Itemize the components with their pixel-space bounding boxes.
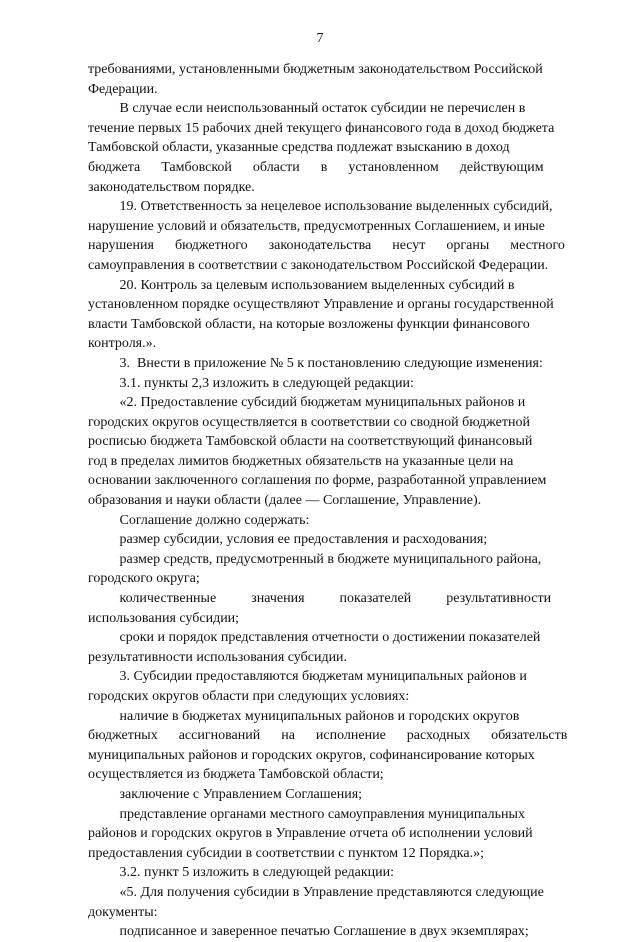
page-number: 7 [316, 31, 324, 46]
document-body-text: требованиями, установленными бюджетным законодательством Российской Федерации. В случае если неиспользованный остаток субсидии не перечислен в течение первых 15 рабочих дней текущего финансового года в доход бюджета Тамбовской области, указанные средства подлежат взысканию в доход бюджета Тамбовской области в установленном действующим законодательством порядке. 19. Ответственность за нецелевое использование выделенных субсидий, нарушение условий и обязательств, предусмотренных Соглашением, и иные нарушения бюджетного законодательства несут органы местного самоуправления в соответствии с законодательством Российской Федерации. 20. Контроль за целевым использованием выделенных субсидий в установленном порядке осуществляют Управление и органы государственной власти Тамбовской области, на которые возложены функции финансового контроля.». 3. Внести в приложение № 5 к постановлению следующие изменения: 3.1. пункты 2,3 изложить в следующей редакции: «2. Предоставление субсидий бюджетам муниципальных районов и городских округов осуществляется в соответствии со сводной бюджетной росписью бюджета Тамбовской области на соответствующий финансовый год в пределах лимитов бюджетных обязательств на указанные цели на основании заключенного соглашения по форме, разработанной управлением образования и науки области (далее — Соглашение, Управление). Соглашение должно содержать: размер субсидии, условия ее предоставления и расходования; размер средств, предусмотренный в бюджете муниципального района, городского округа; количественные значения показателей результативности использования субсидии; сроки и порядок представления отчетности о достижении показателей результативности использования субсидии. 3. Субсидии предоставляются бюджетам муниципальных районов и городских округов области при следующих условиях: наличие в бюджетах муниципальных районов и городских округов бюджетных ассигнований на исполнение расходных обязательств муниципальных районов и городских округов, софинансирование которых осуществляется из бюджета Тамбовской области; заключение с Управлением Соглашения; представление органами местного самоуправления муниципальных районов и городских округов в Управление отчета об исполнении условий предоставления субсидии в соответствии с пунктом 12 Порядка.»; 3.2. пункт 5 изложить в следующей редакции: «5. Для получения субсидии в Управление представляются следующие документы: подписанное и заверенное печатью Соглашение в двух экземплярах; [88, 62, 568, 940]
